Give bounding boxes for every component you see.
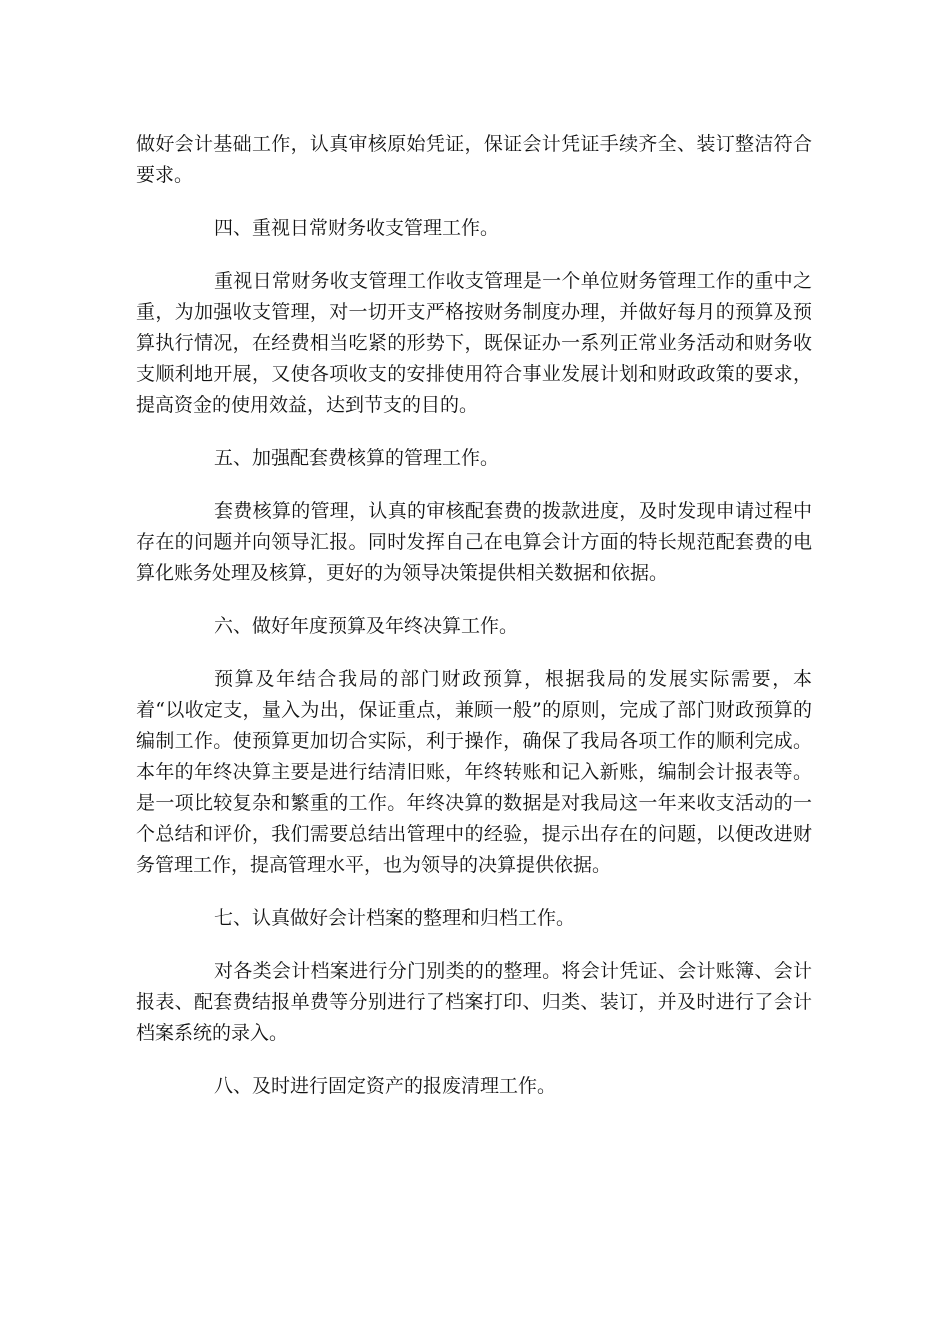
document-body bbox=[136, 129, 812, 1124]
section-heading-5: 五、加强配套费核算的管理工作。 bbox=[214, 447, 500, 469]
paragraph-section-6: 预算及年结合我局的部门财政预算，根据我局的发展实际需要，本着“以收定支，量入为出，保证重点，兼顾一般”的原则，完成了部门财政预算的编制工作。使预算更加切合实际，利于操作，确保了我局各项工作的顺利完成。本年的年终决算主要是进行结清旧账，年终转账和记入新账，编制会计报表等。是一项比较复杂和繁重的工作。年终决算的数据是对我局这一年来收支活动的一个总结和评价，我们需要总结出管理中的经验，提示出存在的问题，以便改进财务管理工作，提高管理水平，也为领导的决算提供依据。 bbox=[136, 668, 812, 876]
paragraph-section-7: 对各类会计档案进行分门别类的的整理。将会计凭证、会计账簿、会计报表、配套费结报单费等分别进行了档案打印、归类、装订，并及时进行了会计档案系统的录入。 bbox=[136, 960, 812, 1044]
section-heading-7: 七、认真做好会计档案的整理和归档工作。 bbox=[214, 907, 576, 929]
paragraph-section-5: 套费核算的管理，认真的审核配套费的拨款进度，及时发现申请过程中存在的问题并向领导汇报。同时发挥自己在电算会计方面的特长规范配套费的电算化账务处理及核算，更好的为领导决策提供相关数据和依据。 bbox=[136, 500, 812, 584]
paragraph-continuation: 做好会计基础工作，认真审核原始凭证，保证会计凭证手续齐全、装订整洁符合要求。 bbox=[136, 133, 812, 186]
section-heading-6: 六、做好年度预算及年终决算工作。 bbox=[214, 615, 519, 637]
section-heading-8: 八、及时进行固定资产的报废清理工作。 bbox=[214, 1075, 557, 1097]
section-heading-4: 四、重视日常财务收支管理工作。 bbox=[214, 217, 500, 239]
paragraph-section-4: 重视日常财务收支管理工作收支管理是一个单位财务管理工作的重中之重，为加强收支管理，对一切开支严格按财务制度办理，并做好每月的预算及预算执行情况，在经费相当吃紧的形势下，既保证办一系列正常业务活动和财务收支顺利地开展，又使各项收支的安排使用符合事业发展计划和财政政策的要求，提高资金的使用效益，达到节支的目的。 bbox=[136, 270, 812, 416]
